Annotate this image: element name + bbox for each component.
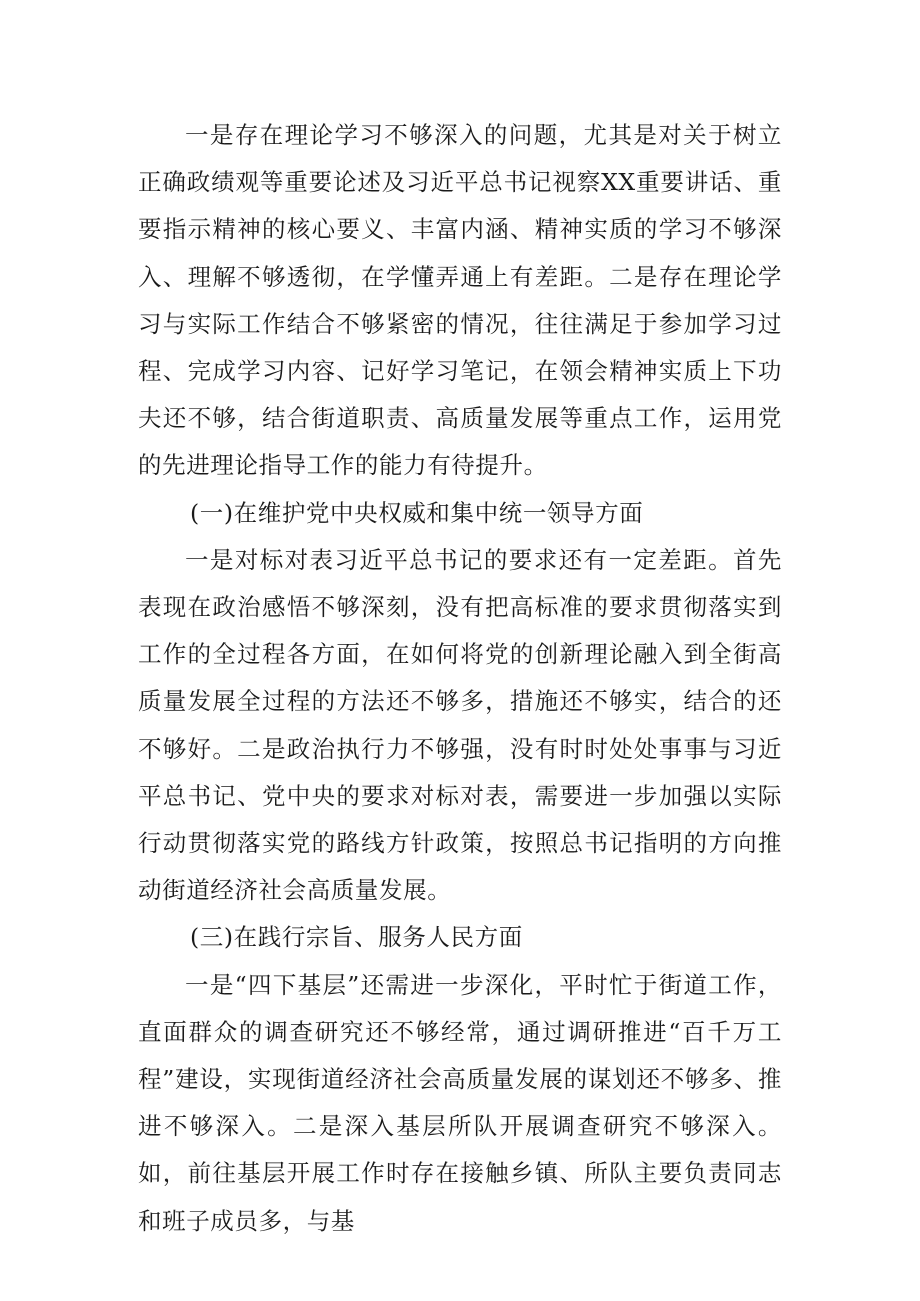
paragraph-serving-people: 一是“四下基层”还需进一步深化，平时忙于街道工作，直面群众的调查研究还不够经常，通过调研推进“百千万工程”建设，实现街道经济社会高质量发展的谋划还不够多、推进不够深入。二是深入基层所队开展调查研究不够深入。如，前往基层开展工作时存在接触乡镇、所队主要负责同志和班子成员多，与基 — [138, 970, 782, 1235]
document-body — [138, 112, 782, 1245]
section-heading-serving-people: (三)在践行宗旨、服务人民方面 — [190, 923, 523, 952]
section-heading-central-authority: (一)在维护党中央权威和集中统一领导方面 — [190, 498, 644, 527]
paragraph-central-authority: 一是对标对表习近平总书记的要求还有一定差距。首先表现在政治感悟不够深刻，没有把高标准的要求贯彻落实到工作的全过程各方面，在如何将党的创新理论融入到全街高质量发展全过程的方法还不够多，措施还不够实，结合的还不够好。二是政治执行力不够强，没有时时处处事事与习近平总书记、党中央的要求对标对表，需要进一步加强以实际行动贯彻落实党的路线方针政策，按照总书记指明的方向推动街道经济社会高质量发展。 — [138, 545, 782, 905]
paragraph-theory-study: 一是存在理论学习不够深入的问题，尤其是对关于树立正确政绩观等重要论述及习近平总书记视察XX重要讲话、重要指示精神的核心要义、丰富内涵、精神实质的学习不够深入、理解不够透彻，在学懂弄通上有差距。二是存在理论学习与实际工作结合不够紧密的情况，往往满足于参加学习过程、完成学习内容、记好学习笔记，在领会精神实质上下功夫还不够，结合街道职责、高质量发展等重点工作，运用党的先进理论指导工作的能力有待提升。 — [138, 121, 782, 480]
